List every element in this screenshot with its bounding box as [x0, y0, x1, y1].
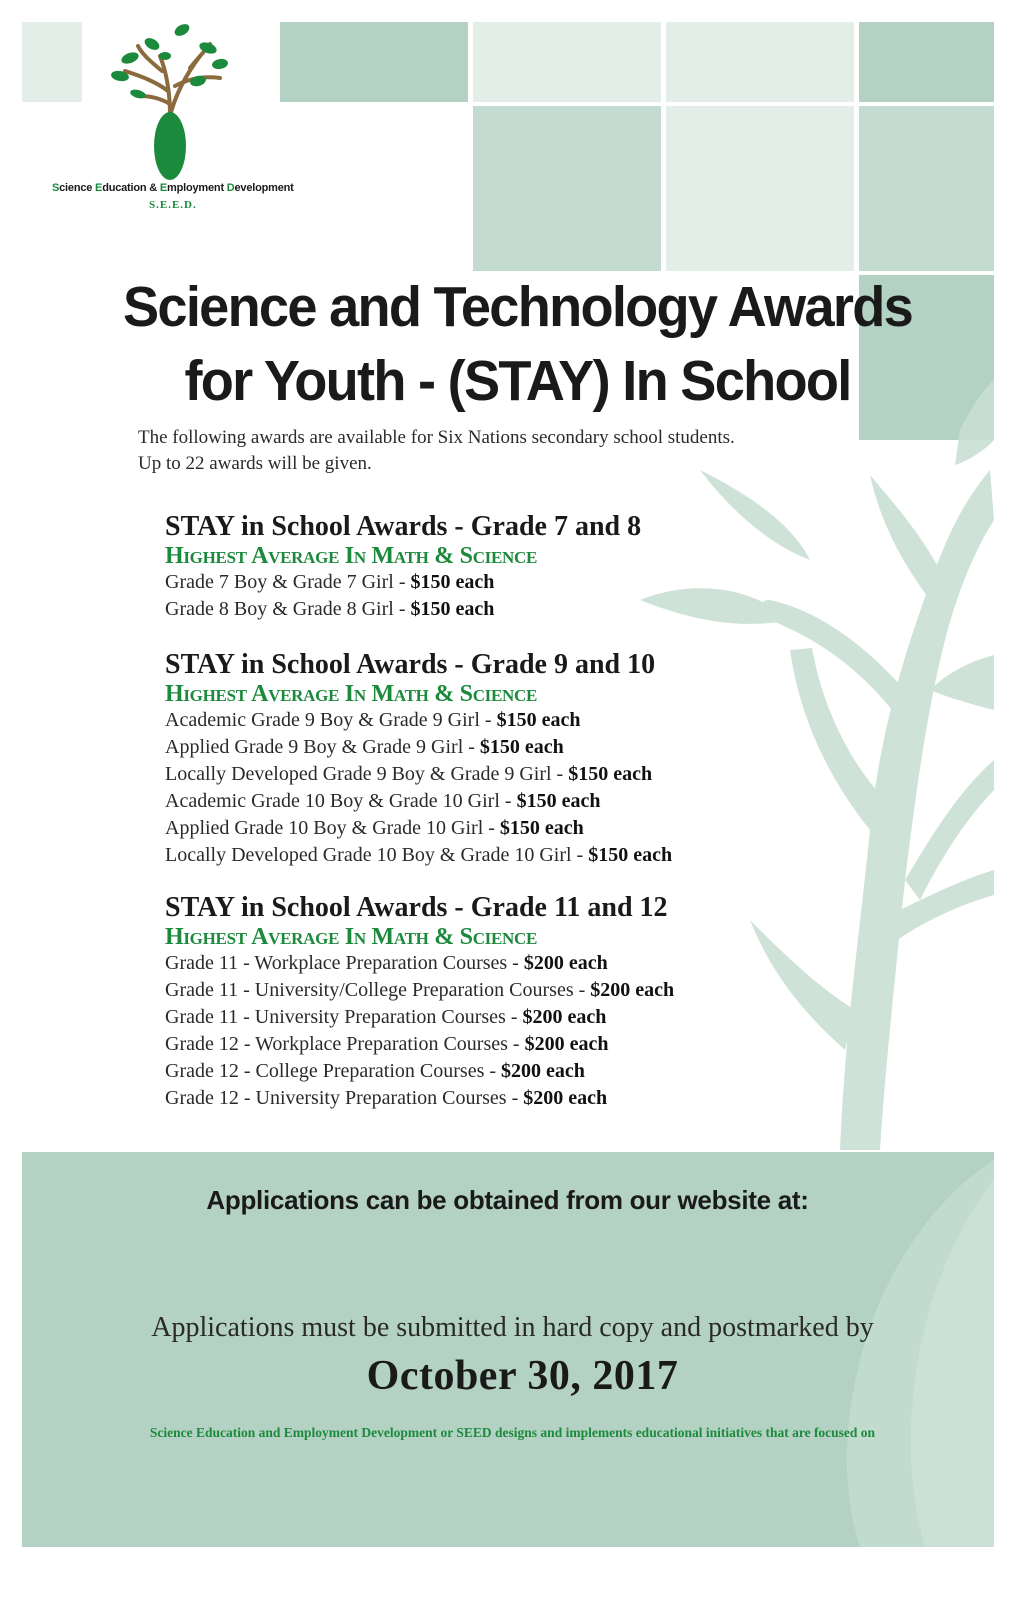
seed-tree-logo-icon [40, 16, 310, 226]
award-line: Grade 12 - University Preparation Courses - $200 each [165, 1087, 608, 1109]
section-subtitle: Highest Average In Math & Science [165, 924, 538, 950]
website-notice: Applications can be obtained from our website at: [206, 1185, 809, 1215]
section-title: STAY in School Awards - Grade 11 and 12 [165, 892, 668, 923]
award-section-grade-7-8 [165, 511, 641, 623]
logo-abbreviation: S.E.E.D. [149, 199, 197, 211]
section-subtitle: Highest Average In Math & Science [165, 543, 538, 569]
section-title: STAY in School Awards - Grade 9 and 10 [165, 649, 656, 680]
submission-notice: Applications must be submitted in hard copy and postmarked by [151, 1312, 874, 1343]
award-line: Applied Grade 9 Boy & Grade 9 Girl - $150 each [165, 736, 564, 758]
award-line: Grade 8 Boy & Grade 8 Girl - $150 each [165, 598, 495, 620]
title-line-2: for Youth - (STAY) In School [184, 349, 851, 413]
award-line: Grade 11 - Workplace Preparation Courses - $200 each [165, 952, 608, 974]
award-line: Grade 12 - Workplace Preparation Courses - $200 each [165, 1033, 609, 1055]
award-line: Grade 11 - University/College Preparation Courses - $200 each [165, 979, 675, 1001]
award-line: Academic Grade 9 Boy & Grade 9 Girl - $150 each [165, 709, 581, 731]
award-line: Locally Developed Grade 10 Boy & Grade 10 Girl - $150 each [165, 844, 673, 866]
logo-org-name: Science Education & Employment Development [52, 182, 294, 194]
award-line: Grade 12 - College Preparation Courses - $200 each [165, 1060, 585, 1082]
section-subtitle: Highest Average In Math & Science [165, 681, 538, 707]
intro-line-2: Up to 22 awards will be given. [138, 453, 372, 474]
award-line: Academic Grade 10 Boy & Grade 10 Girl - $150 each [165, 790, 601, 812]
intro-line-1: The following awards are available for Six Nations secondary school students. [138, 427, 735, 448]
award-section-grade-9-10 [165, 649, 672, 869]
award-line: Grade 7 Boy & Grade 7 Girl - $150 each [165, 571, 495, 593]
award-line: Applied Grade 10 Boy & Grade 10 Girl - $150 each [165, 817, 584, 839]
deadline-date: October 30, 2017 [366, 1353, 679, 1399]
section-title: STAY in School Awards - Grade 7 and 8 [165, 511, 642, 542]
award-line: Locally Developed Grade 9 Boy & Grade 9 Girl - $150 each [165, 763, 653, 785]
intro-text [138, 425, 735, 477]
footer-text: Science Education and Employment Development or SEED designs and implements educational initiatives that are focused on [149, 1425, 876, 1440]
award-section-grade-11-12 [165, 892, 674, 1112]
page-title [64, 270, 971, 418]
title-line-1: Science and Technology Awards [123, 275, 912, 339]
award-line: Grade 11 - University Preparation Courses - $200 each [165, 1006, 607, 1028]
